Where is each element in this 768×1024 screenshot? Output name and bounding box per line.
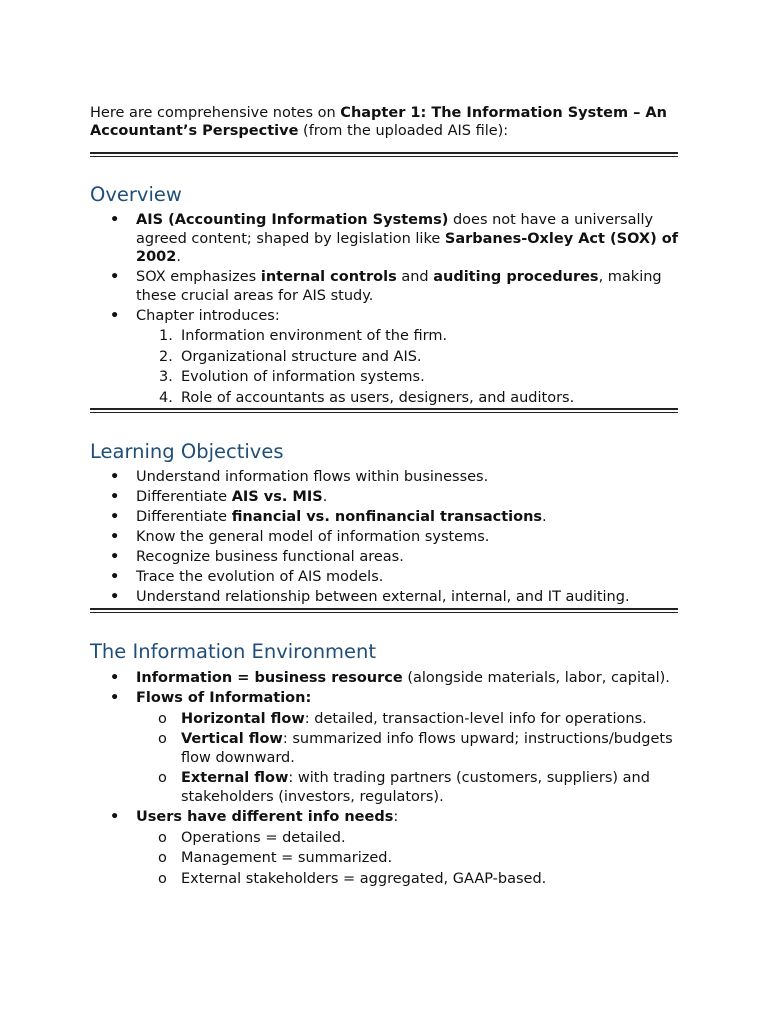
list-item	[90, 268, 680, 305]
text: Evolution of information systems.	[181, 369, 425, 385]
list-item	[90, 508, 680, 527]
sub-list-item	[136, 870, 680, 889]
text: Organizational structure and AIS.	[181, 348, 422, 365]
number-marker: 4.	[159, 389, 173, 406]
list-item	[90, 528, 680, 547]
numbered-list	[136, 327, 680, 407]
text: Role of accountants as users, designers, and auditors.	[181, 389, 575, 406]
bullet-icon: •	[110, 569, 120, 585]
intro-lead: Here are comprehensive notes on	[90, 105, 341, 121]
intro-chapter-title: Chapter 1: The Information System – An Accountant’s Perspective	[90, 105, 667, 139]
text: .	[176, 249, 181, 265]
list-item	[90, 211, 680, 267]
bullet-icon: •	[110, 509, 120, 525]
circle-bullet-icon: o	[158, 870, 167, 887]
sub-list	[136, 829, 680, 889]
section-heading-overview: Overview	[90, 183, 182, 206]
section-heading-learning-objectives: Learning Objectives	[90, 440, 284, 463]
list-item	[90, 568, 680, 587]
numbered-item	[136, 327, 680, 346]
text: Understand relationship between external, internal, and IT auditing.	[136, 589, 630, 605]
text: does not have a universally agreed content; shaped by legislation like	[136, 212, 654, 247]
bold-text: Information = business resource	[136, 670, 403, 686]
text: : detailed, transaction-level info for operations.	[304, 710, 647, 727]
bullet-icon: •	[110, 529, 120, 545]
bullet-icon: •	[110, 212, 120, 228]
text: Operations = detailed.	[181, 829, 346, 846]
text: Know the general model of information systems.	[136, 529, 490, 545]
numbered-item	[136, 348, 680, 367]
bold-text: Horizontal flow	[181, 710, 305, 727]
text: .	[542, 509, 547, 525]
list-item	[90, 588, 680, 607]
numbered-item	[136, 368, 680, 387]
section-divider	[90, 408, 678, 413]
bullet-icon: •	[110, 690, 120, 706]
text: Trace the evolution of AIS models.	[136, 569, 384, 585]
text: , making these crucial areas for AIS study.	[136, 269, 662, 304]
text: Differentiate	[136, 489, 232, 505]
intro-paragraph	[90, 104, 680, 140]
bullet-icon: •	[110, 489, 120, 505]
environment-list	[90, 669, 680, 888]
bullet-icon: •	[110, 589, 120, 605]
section-divider	[90, 608, 678, 613]
number-marker: 3.	[159, 369, 173, 385]
objectives-list	[90, 468, 680, 607]
bullet-icon: •	[110, 670, 120, 686]
section-heading-information-environment: The Information Environment	[90, 640, 377, 663]
text: .	[322, 489, 328, 505]
list-item	[90, 689, 680, 806]
bullet-icon: •	[110, 549, 120, 565]
section-divider	[90, 152, 678, 157]
bold-text: internal controls	[260, 269, 397, 285]
text: SOX emphasizes	[136, 269, 261, 285]
text: Management = summarized.	[181, 850, 393, 866]
list-item	[90, 548, 680, 567]
text: : with trading partners (customers, suppliers) and stakeholders (investors, regulators).	[181, 770, 650, 805]
sub-list-item	[136, 730, 680, 767]
overview-list	[90, 211, 680, 407]
sub-list-item	[136, 849, 680, 868]
sub-list-item	[136, 769, 680, 806]
text: Information environment of the firm.	[181, 328, 448, 344]
bold-text: auditing procedures	[433, 269, 599, 285]
bold-text: financial vs. nonfinancial transactions	[231, 509, 543, 525]
bullet-icon: •	[110, 307, 120, 324]
bold-text: Sarbanes-Oxley Act (SOX) of 2002	[136, 230, 679, 265]
bold-text: External flow	[181, 770, 289, 786]
text: (alongside materials, labor, capital).	[402, 670, 670, 686]
text: Recognize business functional areas.	[136, 549, 404, 565]
bullet-icon: •	[110, 809, 120, 825]
sub-list-item	[136, 829, 680, 848]
sub-list-item	[136, 710, 680, 729]
sub-list	[136, 710, 680, 807]
bold-text: Flows of Information:	[136, 690, 312, 706]
circle-bullet-icon: o	[158, 829, 167, 846]
bold-text: Vertical flow	[181, 731, 283, 747]
number-marker: 2.	[159, 348, 173, 365]
document-content	[90, 104, 680, 890]
text: and	[396, 269, 434, 285]
text: :	[393, 809, 399, 825]
list-item	[90, 808, 680, 888]
bold-text: Users have different info needs	[136, 809, 394, 825]
circle-bullet-icon: o	[158, 710, 167, 727]
intro-tail: (from the uploaded AIS file):	[298, 123, 509, 139]
circle-bullet-icon: o	[158, 731, 167, 747]
bullet-icon: •	[110, 269, 120, 285]
bold-text: AIS vs. MIS	[231, 489, 323, 505]
circle-bullet-icon: o	[158, 850, 167, 866]
text: : summarized info flows upward; instructions/budgets flow downward.	[181, 731, 673, 766]
text: Understand information flows within businesses.	[136, 469, 489, 485]
numbered-item	[136, 389, 680, 408]
text: Chapter introduces:	[136, 307, 280, 324]
list-item	[90, 307, 680, 408]
bullet-icon: •	[110, 469, 120, 485]
list-item	[90, 488, 680, 507]
list-item	[90, 669, 680, 688]
circle-bullet-icon: o	[158, 770, 167, 786]
number-marker: 1.	[159, 328, 173, 344]
bold-text: AIS (Accounting Information Systems)	[136, 212, 449, 228]
text: External stakeholders = aggregated, GAAP-based.	[181, 870, 547, 887]
list-item	[90, 468, 680, 487]
text: Differentiate	[136, 509, 232, 525]
